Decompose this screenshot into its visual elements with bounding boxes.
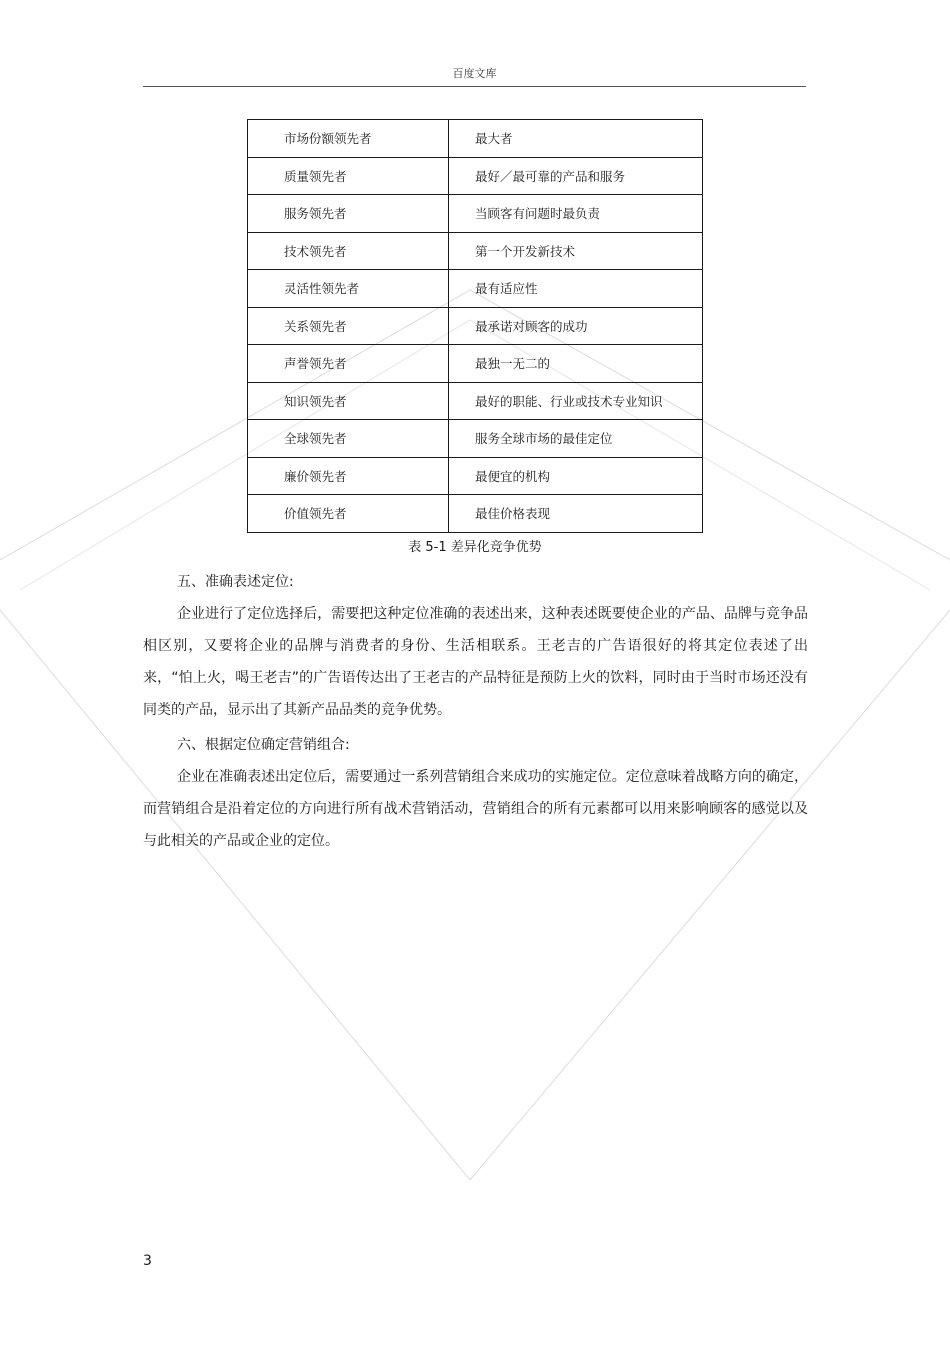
table-caption: 表 5-1 差异化竞争优势 bbox=[408, 540, 542, 555]
advantage-cell: 最佳价格表现 bbox=[449, 495, 703, 533]
section-five bbox=[143, 566, 808, 726]
table-row bbox=[248, 420, 703, 458]
leader-type-cell: 灵活性领先者 bbox=[248, 270, 449, 308]
leader-type-cell: 价值领先者 bbox=[248, 495, 449, 533]
page-header bbox=[143, 66, 806, 87]
section-paragraph: 企业进行了定位选择后，需要把这种定位准确的表述出来，这种表述既要使企业的产品、品牌与竞争品相区别，又要将企业的品牌与消费者的身份、生活相联系。王老吉的广告语很好的将其定位表述了出来，“怕上火，喝王老吉”的广告语传达出了王老吉的产品特征是预防上火的饮料，同时由于当时市场还没有同类的产品，显示出了其新产品品类的竞争优势。 bbox=[143, 606, 808, 718]
table-row bbox=[248, 382, 703, 420]
section-paragraph: 企业在准确表述出定位后，需要通过一系列营销组合来成功的实施定位。定位意味着战略方向的确定，而营销组合是沿着定位的方向进行所有战术营销活动，营销组合的所有元素都可以用来影响顾客的感觉以及与此相关的产品或企业的定位。 bbox=[143, 769, 808, 849]
table-row bbox=[248, 195, 703, 233]
header-title: 百度文库 bbox=[452, 67, 497, 80]
table-row bbox=[248, 457, 703, 495]
section-six bbox=[143, 729, 808, 857]
leader-type-cell: 市场份额领先者 bbox=[248, 120, 449, 158]
leader-type-cell: 关系领先者 bbox=[248, 307, 449, 345]
table-row bbox=[248, 120, 703, 158]
section-heading: 六、根据定位确定营销组合: bbox=[177, 737, 350, 753]
table-row bbox=[248, 270, 703, 308]
table-row bbox=[248, 495, 703, 533]
advantage-cell: 最大者 bbox=[449, 120, 703, 158]
leader-type-cell: 廉价领先者 bbox=[248, 457, 449, 495]
advantage-cell: 最有适应性 bbox=[449, 270, 703, 308]
advantage-cell: 当顾客有问题时最负责 bbox=[449, 195, 703, 233]
advantage-cell: 最好的职能、行业或技术专业知识 bbox=[449, 382, 703, 420]
table-row bbox=[248, 232, 703, 270]
leader-type-cell: 知识领先者 bbox=[248, 382, 449, 420]
advantage-cell: 第一个开发新技术 bbox=[449, 232, 703, 270]
section-heading: 五、准确表述定位: bbox=[177, 574, 294, 590]
advantage-cell: 最好／最可靠的产品和服务 bbox=[449, 157, 703, 195]
advantage-cell: 最独一无二的 bbox=[449, 345, 703, 383]
leader-type-cell: 技术领先者 bbox=[248, 232, 449, 270]
leader-type-cell: 服务领先者 bbox=[248, 195, 449, 233]
leader-type-cell: 全球领先者 bbox=[248, 420, 449, 458]
leader-type-cell: 声誉领先者 bbox=[248, 345, 449, 383]
advantage-cell: 服务全球市场的最佳定位 bbox=[449, 420, 703, 458]
advantage-cell: 最便宜的机构 bbox=[449, 457, 703, 495]
table-row bbox=[248, 345, 703, 383]
table-row bbox=[248, 307, 703, 345]
leader-type-cell: 质量领先者 bbox=[248, 157, 449, 195]
page-number: 3 bbox=[143, 1253, 152, 1269]
differentiation-table bbox=[247, 119, 703, 533]
advantage-cell: 最承诺对顾客的成功 bbox=[449, 307, 703, 345]
table-row bbox=[248, 157, 703, 195]
